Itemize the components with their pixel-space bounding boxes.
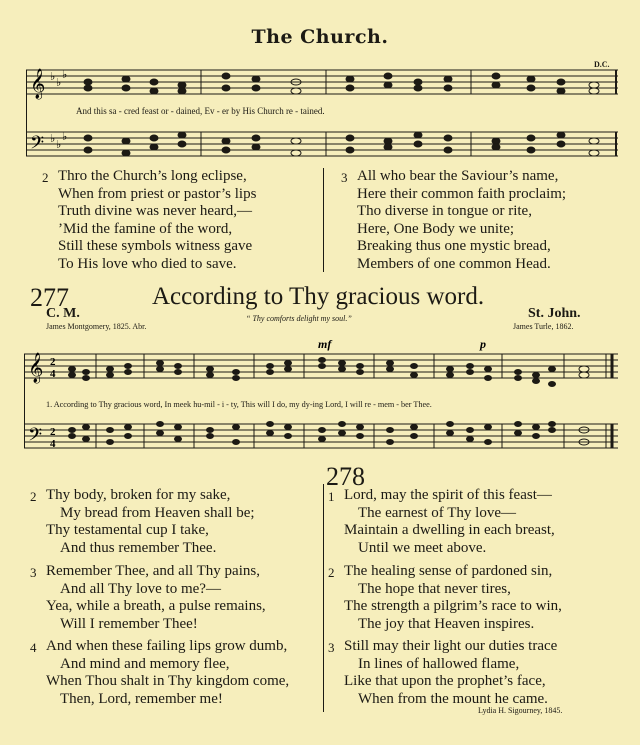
verse-number: 3 [328, 640, 335, 655]
hymn-number: 277 [30, 283, 69, 312]
svg-text:♭: ♭ [50, 70, 56, 83]
verse-line: When from the mount he came. [358, 690, 548, 707]
hymn-author: James Montgomery, 1825. Abr. [46, 322, 147, 331]
hymn-277-score [24, 338, 618, 458]
verse-line: Remember Thee, and all Thy pains, [46, 563, 260, 579]
verse-line: Like that upon the prophet’s face, [344, 673, 546, 690]
dynamic-mf: mf [318, 338, 332, 351]
hymn-278-author: Lydia H. Sigourney, 1845. [478, 706, 563, 715]
svg-text:4: 4 [50, 438, 56, 450]
verse-number: 3 [30, 565, 37, 580]
hymn-277-verse-4 [30, 638, 290, 708]
verse-line: And all Thy love to me?— [60, 580, 221, 597]
hymn-277-verse-3 [30, 563, 266, 633]
verse-line: Thy testamental cup I take, [46, 522, 209, 539]
verse-number: 2 [328, 565, 335, 580]
verse-line: And mind and memory flee, [60, 655, 230, 672]
verse-line: Breaking thus one mystic bread, [357, 238, 551, 255]
verse-line: Still may their light our duties trace [344, 638, 558, 654]
hymn-277-lyric: 1. According to Thy gracious word, In meek hu-mil - i - ty, This will I do, my dy-ing Lord, I will re - mem - ber Thee. [46, 400, 432, 409]
column-divider [323, 168, 324, 272]
prev-verse-3 [341, 168, 567, 274]
verse-line: The healing sense of pardoned sin, [344, 563, 553, 579]
bass-clef-icon: 𝄢 [30, 133, 45, 158]
verse-number: 3 [341, 170, 348, 185]
prev-verse-2 [42, 168, 257, 274]
dynamic-p: p [480, 338, 486, 351]
hymn-number-278: 278 [326, 462, 365, 491]
verse-line: Members of one common Head. [357, 255, 551, 272]
verse-line: When from priest or pastor’s lips [58, 185, 257, 202]
verse-line: In lines of hallowed flame, [358, 655, 520, 672]
verse-line: Thy body, broken for my sake, [46, 487, 231, 503]
verse-line: Truth divine was never heard,— [58, 203, 252, 220]
svg-text:♭: ♭ [56, 76, 62, 89]
hymn-motto: “ Thy comforts delight my soul.” [246, 314, 352, 323]
dc-mark: D.C. [594, 60, 610, 69]
svg-text:♭: ♭ [62, 130, 68, 143]
page-header: The Church. [251, 26, 389, 48]
verse-number: 1 [328, 489, 335, 504]
verse-line: Will I remember Thee! [60, 615, 198, 632]
svg-text:2: 2 [50, 426, 56, 438]
hymn-277-verse-2 [30, 487, 255, 557]
svg-text:♭: ♭ [56, 138, 62, 151]
column-divider [323, 484, 324, 712]
verse-line: The joy that Heaven inspires. [358, 615, 535, 632]
verse-line: The earnest of Thy love— [358, 504, 517, 521]
verse-line: The hope that never tires, [358, 580, 511, 597]
verse-line: Here, One Body we unite; [357, 220, 515, 237]
hymn-278-verse-1 [328, 487, 555, 557]
hymn-278-verse-2 [328, 563, 562, 633]
verse-line: All who bear the Saviour’s name, [357, 168, 559, 184]
verse-line: Here their common faith proclaim; [357, 185, 567, 202]
hymn-composer: James Turle, 1862. [513, 322, 574, 331]
verse-line: Lord, may the spirit of this feast— [344, 487, 552, 503]
treble-clef-icon: 𝄞 [30, 69, 46, 99]
verse-line: Until we meet above. [358, 539, 487, 556]
verse-line: And when these failing lips grow dumb, [46, 638, 288, 654]
verse-line: Maintain a dwelling in each breast, [344, 522, 555, 539]
verse-line: When Thou shalt in Thy kingdom come, [46, 673, 290, 690]
bass-clef-icon: 𝄢 [28, 425, 43, 450]
verse-line: Then, Lord, remember me! [60, 690, 223, 707]
treble-clef-icon: 𝄞 [28, 353, 44, 383]
verse-line: Yea, while a breath, a pulse remains, [46, 598, 266, 615]
hymn-meter: C. M. [46, 306, 80, 321]
verse-line: Thro the Church’s long eclipse, [58, 168, 247, 184]
verse-line: Tho diverse in tongue or rite, [357, 203, 532, 220]
hymn-278-verse-3 [328, 638, 558, 708]
verse-number: 2 [30, 489, 37, 504]
svg-text:4: 4 [50, 368, 56, 380]
verse-line: My bread from Heaven shall be; [60, 504, 255, 521]
svg-text:2: 2 [50, 356, 56, 368]
verse-line: The strength a pilgrim’s race to win, [344, 598, 562, 615]
svg-text:♭: ♭ [62, 68, 68, 81]
svg-text:♭: ♭ [50, 132, 56, 145]
prev-hymn-lyric: And this sa - cred feast or - dained, Ev - er by His Church re - tained. [76, 106, 325, 116]
hymn-title: According to Thy gracious word. [152, 283, 485, 310]
verse-number: 2 [42, 170, 49, 185]
verse-line: To His love who died to save. [58, 255, 237, 272]
tune-name: St. John. [528, 306, 581, 321]
verse-number: 4 [30, 640, 37, 655]
verse-line: ’Mid the famine of the word, [58, 220, 233, 237]
verse-line: Still these symbols witness gave [58, 238, 253, 255]
verse-line: And thus remember Thee. [60, 539, 217, 556]
